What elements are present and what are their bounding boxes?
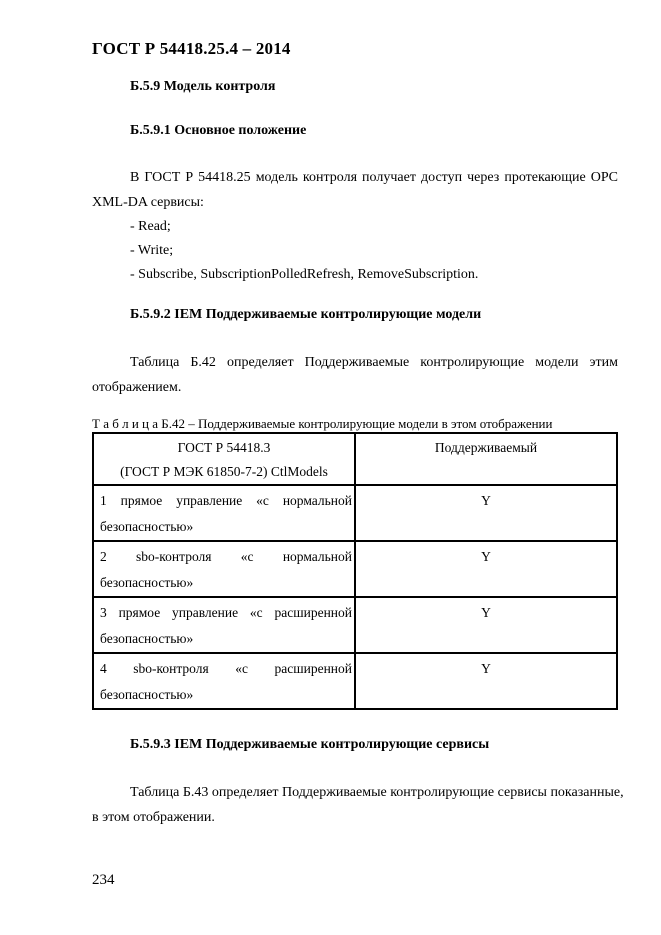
models-table: [92, 432, 618, 710]
table-header-row: [93, 433, 617, 485]
supported-cell: Y: [355, 653, 617, 709]
model-cell: [93, 541, 355, 597]
model-cell-line1: 1 прямое управление «с нормальной: [100, 493, 352, 508]
table-row: [93, 541, 617, 597]
paragraph-intro: [92, 165, 618, 215]
supported-cell: Y: [355, 541, 617, 597]
supported-cell: Y: [355, 597, 617, 653]
paragraph-services-line2: в этом отображении.: [92, 810, 215, 825]
paragraph-models-line2: отображением.: [92, 380, 182, 395]
section-heading-b593: Б.5.9.3 IEM Поддерживаемые контролирующие сервисы: [130, 737, 490, 752]
supported-cell: Y: [355, 485, 617, 541]
model-cell: [93, 485, 355, 541]
paragraph-intro-line1: В ГОСТ Р 54418.25 модель контроля получает доступ через протекающие OPC: [130, 170, 618, 185]
table-header-model-line1: ГОСТ Р 54418.3: [177, 440, 271, 455]
list-item-write: - Write;: [130, 243, 174, 258]
table-header-model-line2: (ГОСТ Р МЭК 61850-7-2) CtlModels: [120, 464, 328, 479]
model-cell-line2: безопасностью»: [100, 519, 194, 534]
model-cell-line2: безопасностью»: [100, 687, 194, 702]
section-heading-b59: Б.5.9 Модель контроля: [130, 79, 276, 94]
list-item-subscribe: - Subscribe, SubscriptionPolledRefresh, RemoveSubscription.: [130, 267, 479, 282]
table-caption: Т а б л и ц а Б.42 – Поддерживаемые контролирующие модели в этом отображении: [92, 416, 553, 431]
paragraph-services-line1: Таблица Б.43 определяет Поддерживаемые контролирующие сервисы показанные,: [130, 785, 624, 800]
document-header: ГОСТ Р 54418.25.4 – 2014: [92, 39, 291, 58]
model-cell-line2: безопасностью»: [100, 631, 194, 646]
paragraph-models: [92, 350, 618, 400]
page-number: 234: [92, 872, 115, 888]
table-header-cell-model: [93, 433, 355, 485]
paragraph-intro-line2: XML-DA сервисы:: [92, 195, 204, 210]
opc-service-list: [92, 215, 618, 287]
table-row: [93, 653, 617, 709]
table-header-cell-supported: Поддерживаемый: [355, 433, 617, 485]
paragraph-models-line1: Таблица Б.42 определяет Поддерживаемые контролирующие модели этим: [130, 355, 618, 370]
section-heading-b592: Б.5.9.2 IEM Поддерживаемые контролирующие модели: [130, 307, 482, 322]
model-cell-line1: 2 sbo-контроля «с нормальной: [100, 549, 352, 564]
model-cell: [93, 653, 355, 709]
section-heading-b591: Б.5.9.1 Основное положение: [130, 123, 307, 138]
model-cell: [93, 597, 355, 653]
list-item-read: - Read;: [130, 219, 171, 234]
table-row: [93, 485, 617, 541]
model-cell-line1: 4 sbo-контроля «с расширенной: [100, 661, 352, 676]
table-row: [93, 597, 617, 653]
model-cell-line2: безопасностью»: [100, 575, 194, 590]
model-cell-line1: 3 прямое управление «с расширенной: [100, 605, 352, 620]
paragraph-services: [92, 780, 624, 830]
